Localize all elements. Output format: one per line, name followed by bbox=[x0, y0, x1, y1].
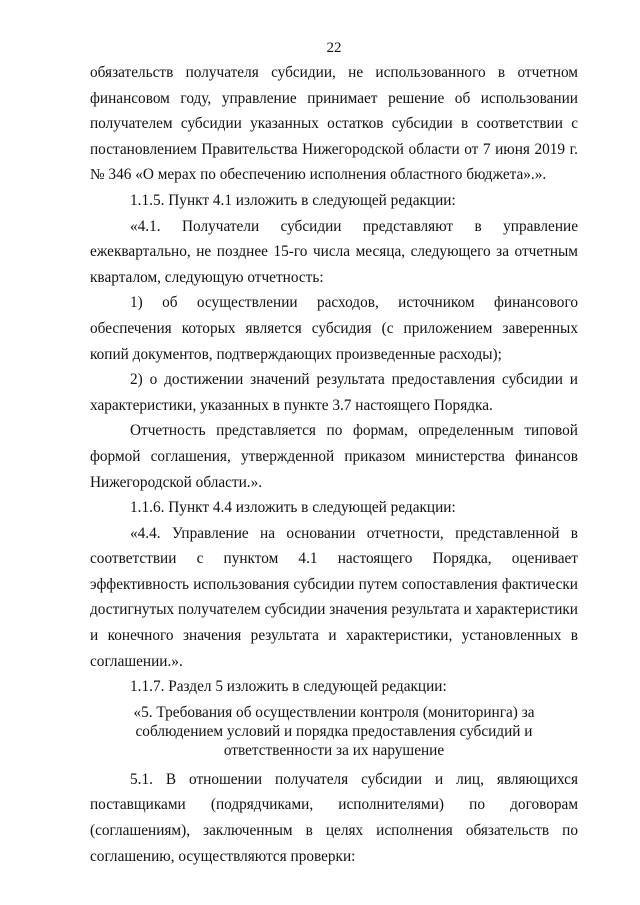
paragraph-clause-4-1: «4.1. Получатели субсидии представляют в управление ежеквартально, не позднее 15-го числа месяца, следующего за отчетным кварталом, следующую отчетность: bbox=[90, 217, 578, 286]
document-page bbox=[90, 38, 578, 869]
paragraph-report-forms: Отчетность представляется по формам, определенным типовой формой соглашения, утвержденной приказом министерства финансов Нижегородской области.». bbox=[90, 422, 578, 491]
paragraph-item-1-1-6: 1.1.6. Пункт 4.4 изложить в следующей редакции: bbox=[130, 499, 456, 517]
paragraph-report-expenses: 1) об осуществлении расходов, источником финансового обеспечения которых является субсидия (с приложением заверенных копий документов, подтверждающих произведенные расходы); bbox=[90, 294, 578, 363]
paragraph-item-1-1-5: 1.1.5. Пункт 4.1 изложить в следующей редакции: bbox=[130, 191, 456, 209]
page-number: 22 bbox=[326, 40, 342, 56]
section-5-heading: «5. Требования об осуществлении контроля (мониторинга) за соблюдением условий и порядка предоставления субсидий и ответственности за их нарушение bbox=[133, 703, 535, 759]
paragraph-item-1-1-7: 1.1.7. Раздел 5 изложить в следующей редакции: bbox=[130, 678, 447, 696]
paragraph-report-results: 2) о достижении значений результата предоставления субсидии и характеристики, указанных в пункте 3.7 настоящего Порядка. bbox=[90, 371, 578, 414]
paragraph-clause-4-4: «4.4. Управление на основании отчетности, представленной в соответствии с пунктом 4.1 настоящего Порядка, оценивает эффективность использования субсидии путем сопоставления фактически достигнутых получателем субсидии значения результата и характеристики и конечного значения результата и характеристики, установленных в соглашении.». bbox=[90, 524, 578, 670]
paragraph-clause-5-1: 5.1. В отношении получателя субсидии и лиц, являющихся поставщиками (подрядчиками, исполнителями) по договорам (соглашениям), заключенным в целях исполнения обязательств по соглашению, осуществляются проверки: bbox=[90, 770, 578, 865]
paragraph-budget-remainder: обязательств получателя субсидии, не использованного в отчетном финансовом году, управление принимает решение об использовании получателем субсидии указанных остатков субсидии в соответствии с постановлением Правительства Нижегородской области от 7 июня 2019 г. № 346 «О мерах по обеспечению исполнения областного бюджета».». bbox=[90, 64, 578, 184]
